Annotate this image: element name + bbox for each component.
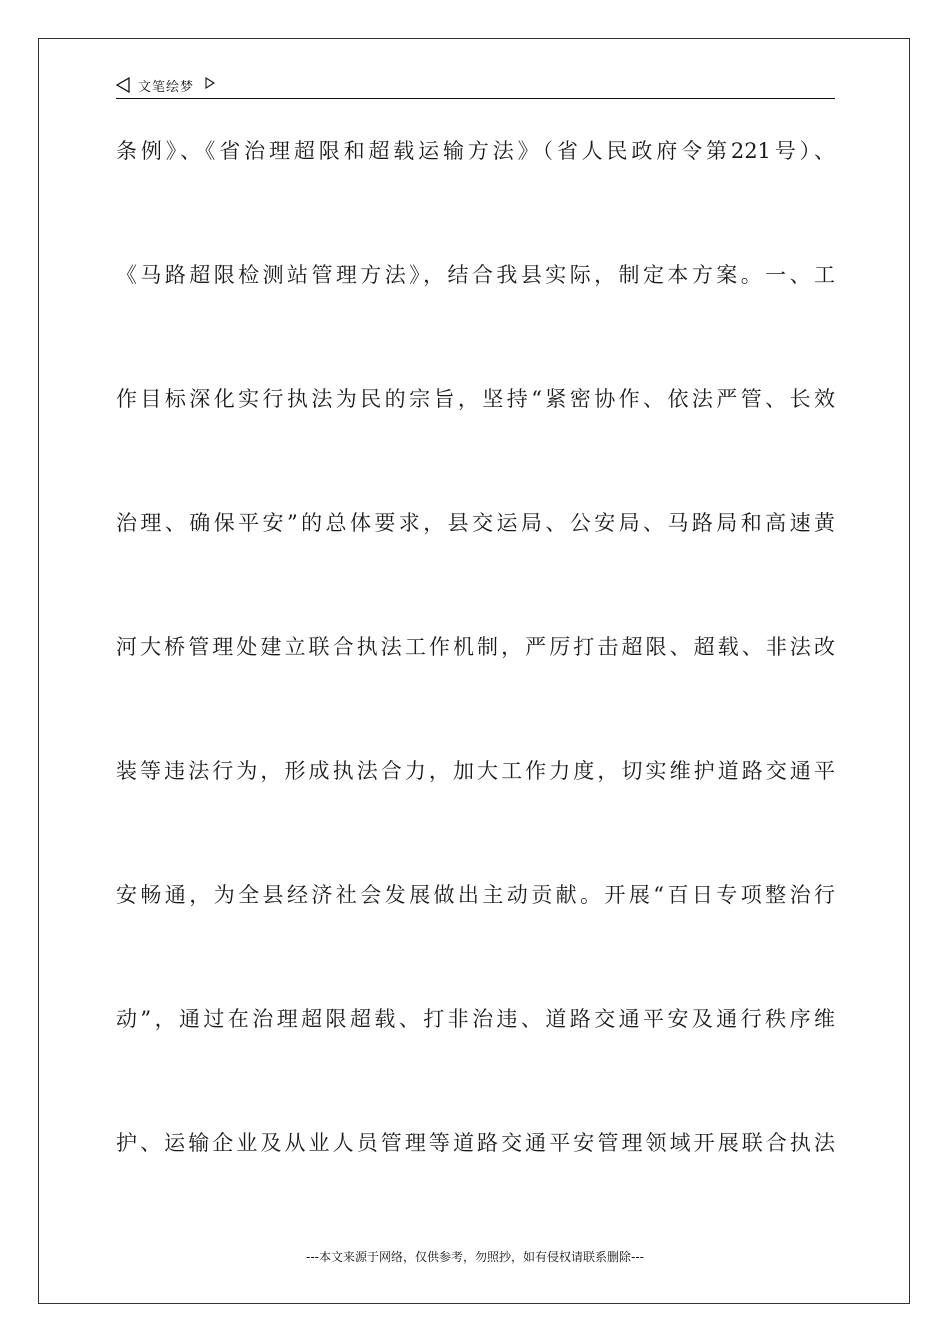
body-line-7: 安畅通，为全县经济社会发展做出主动贡献。开展“百日专项整治行 (116, 883, 835, 907)
page-border (38, 38, 910, 1304)
footer-disclaimer: ---本文来源于网络，仅供参考，勿照抄，如有侵权请联系删除--- (306, 1250, 644, 1264)
body-line-8: 动”，通过在治理超限超载、打非治违、道路交通平安及通行秩序维 (116, 1007, 835, 1031)
body-line-5: 河大桥管理处建立联合执法工作机制，严厉打击超限、超载、非法改 (116, 635, 835, 659)
body-line-9: 护、运输企业及从业人员管理等道路交通平安管理领域开展联合执法 (116, 1131, 835, 1155)
body-line-1: 条例》、《省治理超限和超载运输方法》（省人民政府令第221号）、 (116, 139, 835, 163)
triangle-left-icon (116, 77, 130, 93)
body-line-3: 作目标深化实行执法为民的宗旨，坚持“紧密协作、依法严管、长效 (116, 387, 835, 411)
body-line-2: 《马路超限检测站管理方法》，结合我县实际，制定本方案。一、工 (116, 263, 835, 287)
body-line-6: 装等违法行为，形成执法合力，加大工作力度，切实维护道路交通平 (116, 759, 835, 783)
body-line-4: 治理、确保平安”的总体要求，县交运局、公安局、马路局和高速黄 (116, 511, 835, 535)
header-brand: 文笔绘梦 (138, 80, 195, 95)
triangle-right-icon (205, 77, 215, 89)
page-header (116, 72, 835, 99)
